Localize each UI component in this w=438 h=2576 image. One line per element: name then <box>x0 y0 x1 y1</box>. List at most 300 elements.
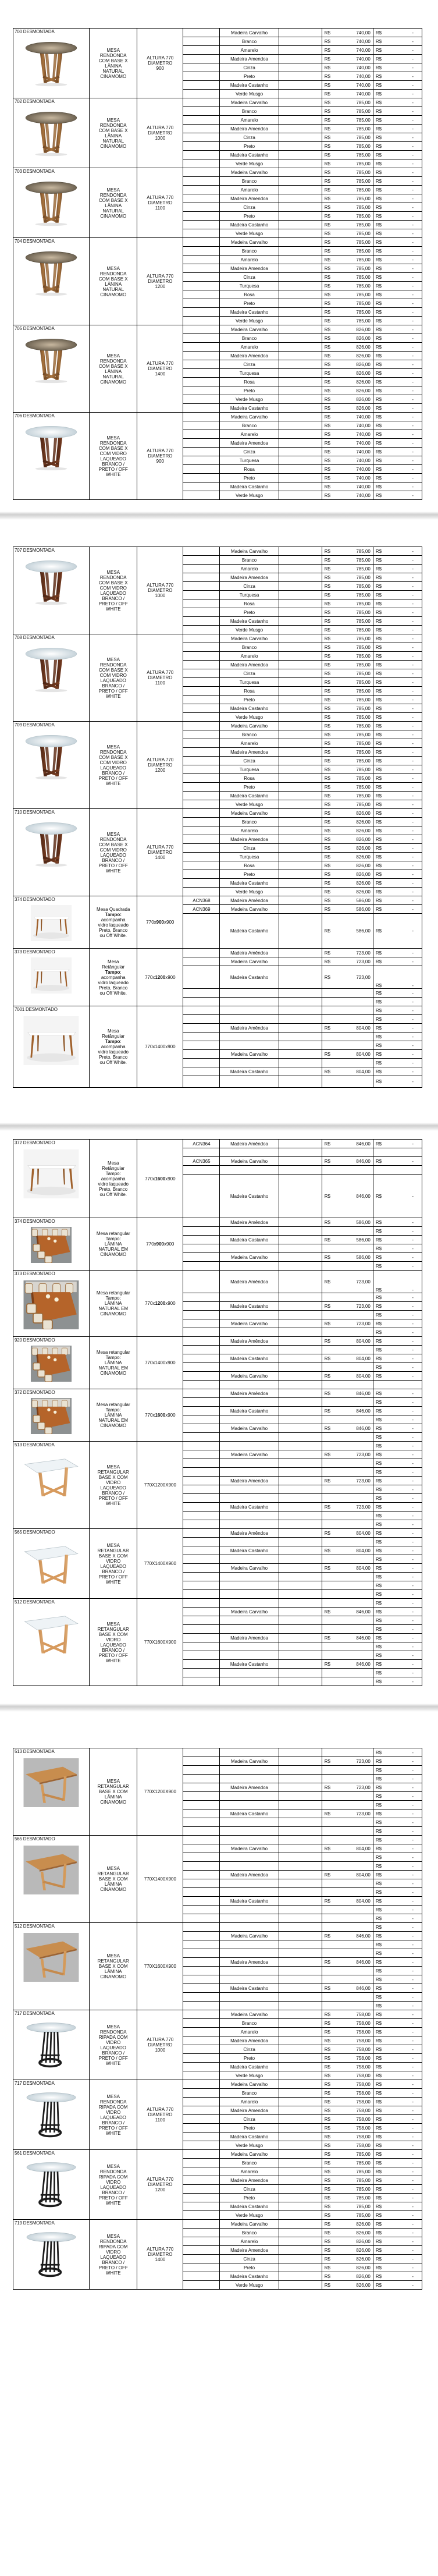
dimension-line: 1200 <box>155 768 166 773</box>
price-value: 740,00 <box>356 414 371 420</box>
reference-code <box>183 1059 220 1067</box>
currency-symbol: R$ <box>375 117 382 123</box>
price-value: 586,00 <box>356 906 371 912</box>
discount-cell <box>373 1748 422 1757</box>
reference-code <box>183 2211 220 2220</box>
currency-symbol: R$ <box>324 2064 330 2070</box>
blank-cell <box>279 2106 322 2115</box>
price-cell <box>322 1477 373 1485</box>
product-description <box>90 29 137 98</box>
price-cell <box>322 949 373 957</box>
discount-cell <box>373 800 422 809</box>
price-cell <box>322 896 373 905</box>
description-line: RIPADA COM <box>98 2034 128 2040</box>
description-line: LAQUEADO <box>100 765 126 771</box>
product-code: 565 DESMONTADO <box>15 1530 55 1535</box>
currency-symbol: R$ <box>375 2055 382 2061</box>
discount-value: - <box>412 1863 414 1869</box>
discount-cell <box>373 1984 422 1993</box>
discount-value: - <box>412 1007 414 1013</box>
finish-color: Turquesa <box>220 369 279 378</box>
discount-cell <box>373 1871 422 1879</box>
currency-symbol: R$ <box>375 327 382 332</box>
description-line: PRETO / OFF <box>98 688 128 694</box>
reference-code <box>183 1775 220 1783</box>
blank-cell <box>279 98 322 107</box>
blank-cell <box>279 1302 322 1311</box>
currency-symbol: R$ <box>375 740 382 746</box>
price-value: 785,00 <box>356 592 371 598</box>
product-code: 700 DESMONTADA <box>15 29 55 34</box>
price-cell <box>322 1006 373 1015</box>
price-cell <box>322 1262 373 1271</box>
currency-symbol: R$ <box>375 670 382 676</box>
currency-symbol: R$ <box>375 318 382 324</box>
product-code: 719 DESMONTADA <box>15 2220 55 2226</box>
currency-symbol: R$ <box>324 784 330 790</box>
dimension-line: 1100 <box>155 680 165 686</box>
discount-value: - <box>412 91 414 97</box>
page-4 <box>0 1712 438 2307</box>
finish-color: Preto <box>220 2054 279 2063</box>
currency-symbol: R$ <box>375 2134 382 2139</box>
price-cell <box>322 2229 373 2237</box>
reference-code <box>183 1175 220 1218</box>
reference-code <box>183 2133 220 2141</box>
currency-symbol: R$ <box>375 662 382 668</box>
finish-color: Madeira Amêndoa <box>220 1271 279 1293</box>
price-cell <box>322 1450 373 1459</box>
description-line: RIPADA COM <box>98 2244 128 2249</box>
dimension-line: ALTURA 770 <box>147 2177 174 2182</box>
price-cell <box>322 55 373 63</box>
description-line: VIDRO <box>106 1637 121 1642</box>
currency-symbol: R$ <box>375 1582 382 1588</box>
currency-symbol: R$ <box>324 1237 330 1243</box>
finish-color: Verde Musgo <box>220 2281 279 2290</box>
reference-code <box>183 853 220 861</box>
currency-symbol: R$ <box>324 2134 330 2139</box>
finish-color: Rosa <box>220 861 279 870</box>
reference-code <box>183 1450 220 1459</box>
price-value: 785,00 <box>356 196 371 201</box>
price-value: 785,00 <box>356 618 371 624</box>
finish-color: Madeira Amendoa <box>220 352 279 360</box>
currency-symbol: R$ <box>324 950 330 956</box>
price-cell <box>322 748 373 757</box>
price-cell <box>322 844 373 853</box>
blank-cell <box>279 1897 322 1906</box>
reference-code <box>183 238 220 247</box>
currency-symbol: R$ <box>324 906 330 912</box>
finish-color: Madeira Castanho <box>220 1546 279 1555</box>
blank-cell <box>279 360 322 369</box>
finish-color: Branco <box>220 2159 279 2167</box>
price-cell <box>322 2054 373 2063</box>
reference-code <box>183 343 220 352</box>
price-cell <box>322 1494 373 1503</box>
currency-symbol: R$ <box>324 705 330 711</box>
finish-color: Madeira Carvalho <box>220 1372 279 1381</box>
reference-code <box>183 1748 220 1757</box>
currency-symbol: R$ <box>375 854 382 860</box>
reference-code <box>183 465 220 474</box>
price-cell <box>322 439 373 448</box>
reference-code <box>183 914 220 949</box>
currency-symbol: R$ <box>375 1854 382 1860</box>
discount-value: - <box>412 1652 414 1658</box>
price-cell <box>322 2220 373 2229</box>
finish-color: Branco <box>220 107 279 116</box>
discount-value: - <box>412 828 414 833</box>
price-cell <box>322 2098 373 2106</box>
reference-code <box>183 835 220 844</box>
finish-color: Madeira Amendoa <box>220 2106 279 2115</box>
rect-table-white-top-x-base-image <box>21 1452 81 1500</box>
price-cell <box>322 2281 373 2290</box>
discount-cell <box>373 116 422 125</box>
description-line: BRANCO / <box>102 1490 125 1496</box>
blank-cell <box>279 2220 322 2229</box>
rect-table-white-top-wood-legs-image <box>21 905 81 941</box>
currency-symbol: R$ <box>324 566 330 572</box>
currency-symbol: R$ <box>375 230 382 236</box>
currency-symbol: R$ <box>375 863 382 868</box>
blank-cell <box>279 1485 322 1494</box>
price-value: 740,00 <box>356 492 371 498</box>
currency-symbol: R$ <box>324 1390 330 1396</box>
discount-value: - <box>412 889 414 895</box>
discount-value: - <box>412 1994 414 2000</box>
reference-code <box>183 713 220 722</box>
reference-code <box>183 2098 220 2106</box>
finish-color: Madeira Carvalho <box>220 1844 279 1853</box>
discount-value: - <box>412 1644 414 1649</box>
discount-value: - <box>412 30 414 36</box>
blank-cell <box>279 282 322 290</box>
currency-symbol: R$ <box>375 1539 382 1545</box>
blank-cell <box>279 2141 322 2150</box>
discount-cell <box>373 177 422 186</box>
page-bottom-margin <box>0 1686 438 1704</box>
currency-symbol: R$ <box>375 1880 382 1886</box>
currency-symbol: R$ <box>324 1548 330 1553</box>
product-code: 374 DESMONTADO <box>15 897 55 902</box>
price-value: 785,00 <box>356 557 371 563</box>
finish-color: Rosa <box>220 378 279 386</box>
reference-code <box>183 765 220 774</box>
discount-cell <box>373 430 422 439</box>
product-cell <box>13 2080 90 2150</box>
discount-value: - <box>412 1811 414 1816</box>
blank-cell <box>279 853 322 861</box>
discount-cell <box>373 1293 422 1302</box>
description-line: NATURAL EM <box>98 1247 129 1252</box>
finish-color: Verde Musgo <box>220 395 279 404</box>
dimension-width: x900 <box>165 1176 176 1181</box>
reference-code <box>183 334 220 343</box>
finish-color: Madeira Carvalho <box>220 238 279 247</box>
reference-code <box>183 844 220 853</box>
discount-cell <box>373 159 422 168</box>
price-value: 785,00 <box>356 801 371 807</box>
description-line: MESA <box>106 831 120 837</box>
price-value: 723,00 <box>356 959 371 964</box>
description-line: BRANCO / <box>102 1647 125 1653</box>
page-separator <box>0 1123 438 1131</box>
product-description <box>90 1923 137 2010</box>
price-value: 785,00 <box>356 161 371 166</box>
blank-cell <box>279 861 322 870</box>
currency-symbol: R$ <box>324 2238 330 2244</box>
currency-symbol: R$ <box>324 2221 330 2227</box>
product-code: 565 DESMONTADO <box>15 1836 55 1841</box>
currency-symbol: R$ <box>324 239 330 245</box>
product-dimensions <box>137 1006 183 1088</box>
reference-code <box>183 1651 220 1660</box>
price-value: 740,00 <box>356 484 371 489</box>
blank-cell <box>279 1634 322 1642</box>
discount-value: - <box>412 1158 414 1164</box>
discount-value: - <box>412 1609 414 1615</box>
price-value: 846,00 <box>356 1933 371 1939</box>
description-line: RIPADA COM <box>98 2104 128 2110</box>
round-table-white-top-slatted-base-image <box>21 2090 81 2139</box>
page-bottom-margin <box>0 1088 438 1123</box>
price-value: 740,00 <box>356 73 371 79</box>
finish-color: Amarelo <box>220 826 279 835</box>
dimension-line: ALTURA 770 <box>147 448 174 453</box>
discount-value: - <box>412 1237 414 1243</box>
blank-cell <box>279 1836 322 1844</box>
discount-value: - <box>412 1486 414 1492</box>
price-value: 804,00 <box>356 1872 371 1878</box>
blank-cell <box>279 2263 322 2272</box>
table-row <box>13 1599 422 1608</box>
blank-cell <box>279 264 322 273</box>
discount-value: - <box>412 1872 414 1878</box>
description-line: LÂMINA <box>104 1360 122 1365</box>
currency-symbol: R$ <box>324 2046 330 2052</box>
discount-value: - <box>412 405 414 411</box>
price-value: 723,00 <box>356 1452 371 1457</box>
product-description <box>90 949 137 1006</box>
description-line: ou Off White. <box>99 990 127 996</box>
reference-code <box>183 1599 220 1608</box>
price-value: 586,00 <box>356 928 371 934</box>
blank-cell <box>279 704 322 713</box>
currency-symbol: R$ <box>324 574 330 580</box>
finish-color: Madeira Castanho <box>220 1067 279 1076</box>
finish-color: Madeira Carvalho <box>220 722 279 730</box>
description-line: PRETO / OFF <box>98 2265 128 2270</box>
currency-symbol: R$ <box>324 2177 330 2183</box>
discount-cell <box>373 2010 422 2019</box>
price-table <box>13 28 422 500</box>
discount-cell <box>373 386 422 395</box>
product-code: 705 DESMONTADA <box>15 326 55 331</box>
reference-code <box>183 81 220 90</box>
currency-symbol: R$ <box>375 2090 382 2096</box>
product-code: 920 DESMONTADO <box>15 1337 55 1343</box>
price-value: 785,00 <box>356 169 371 175</box>
finish-color: Verde Musgo <box>220 2211 279 2220</box>
blank-cell <box>279 46 322 55</box>
price-value: 785,00 <box>356 636 371 641</box>
description-line: NATURAL <box>102 208 124 214</box>
currency-symbol: R$ <box>375 492 382 498</box>
currency-symbol: R$ <box>324 2273 330 2279</box>
discount-value: - <box>412 880 414 886</box>
currency-symbol: R$ <box>375 309 382 315</box>
currency-symbol: R$ <box>375 2282 382 2288</box>
currency-symbol: R$ <box>324 126 330 132</box>
price-value: 758,00 <box>356 2073 371 2078</box>
dimension-width: x900 <box>165 1301 176 1306</box>
reference-code <box>183 1538 220 1546</box>
currency-symbol: R$ <box>375 1600 382 1606</box>
reference-code <box>183 2063 220 2071</box>
discount-cell <box>373 565 422 573</box>
blank-cell <box>279 765 322 774</box>
product-description <box>90 547 137 634</box>
finish-color: Verde Musgo <box>220 2141 279 2150</box>
blank-cell <box>279 238 322 247</box>
reference-code <box>183 722 220 730</box>
currency-symbol: R$ <box>375 1521 382 1527</box>
blank-cell <box>279 1801 322 1809</box>
discount-cell <box>373 1520 422 1529</box>
currency-symbol: R$ <box>375 292 382 297</box>
price-cell <box>322 853 373 861</box>
price-cell <box>322 1363 373 1372</box>
price-value: 758,00 <box>356 2029 371 2035</box>
discount-cell <box>373 465 422 474</box>
reference-code <box>183 1050 220 1059</box>
dimension-line: ALTURA 770 <box>147 195 174 200</box>
dimension-length: 900 <box>156 1241 165 1247</box>
currency-symbol: R$ <box>375 1924 382 1930</box>
blank-cell <box>279 1381 322 1389</box>
price-cell <box>322 186 373 194</box>
price-cell <box>322 317 373 325</box>
price-cell <box>322 448 373 456</box>
currency-symbol: R$ <box>375 1828 382 1834</box>
price-value: 785,00 <box>356 583 371 589</box>
currency-symbol: R$ <box>375 1042 382 1048</box>
description-line: BRANCO / <box>102 770 125 776</box>
currency-symbol: R$ <box>324 679 330 685</box>
price-value: 826,00 <box>356 871 371 877</box>
discount-cell <box>373 1590 422 1599</box>
reference-code <box>183 456 220 465</box>
currency-symbol: R$ <box>324 880 330 886</box>
price-cell <box>322 1783 373 1792</box>
discount-value: - <box>412 361 414 367</box>
blank-cell <box>279 1015 322 1024</box>
product-description <box>90 325 137 413</box>
discount-value: - <box>412 265 414 271</box>
description-line: LÂMINA <box>104 1241 122 1247</box>
price-value: 785,00 <box>356 2151 371 2157</box>
price-cell <box>322 413 373 421</box>
price-cell <box>322 430 373 439</box>
finish-color <box>220 1906 279 1914</box>
currency-symbol: R$ <box>324 257 330 262</box>
description-line: MESA <box>106 265 120 271</box>
product-cell <box>13 1271 90 1337</box>
blank-cell <box>279 2063 322 2071</box>
reference-code <box>183 317 220 325</box>
price-value: 758,00 <box>356 2081 371 2087</box>
page-3 <box>0 1131 438 1704</box>
reference-code <box>183 2185 220 2194</box>
discount-cell <box>373 1041 422 1050</box>
reference-code <box>183 1424 220 1433</box>
currency-symbol: R$ <box>375 152 382 158</box>
price-cell <box>322 661 373 669</box>
reference-code <box>183 290 220 299</box>
reference-code <box>183 159 220 168</box>
reference-code <box>183 2220 220 2229</box>
finish-color: Madeira Castanho <box>220 617 279 626</box>
blank-cell <box>279 1766 322 1775</box>
product-cell <box>13 634 90 722</box>
reference-code <box>183 1485 220 1494</box>
reference-code <box>183 1415 220 1424</box>
price-cell <box>322 1398 373 1407</box>
product-cell <box>13 29 90 98</box>
discount-cell <box>373 395 422 404</box>
reference-code <box>183 125 220 133</box>
discount-cell <box>373 2246 422 2255</box>
dimension-line: DIAMETRO <box>148 130 173 136</box>
finish-color: Madeira Amendoa <box>220 2176 279 2185</box>
currency-symbol: R$ <box>324 1025 330 1031</box>
reference-code <box>183 2167 220 2176</box>
blank-cell <box>279 1949 322 1958</box>
discount-cell <box>373 1642 422 1651</box>
finish-color: Preto <box>220 870 279 879</box>
table-row <box>13 1389 422 1398</box>
discount-value: - <box>412 1034 414 1039</box>
price-value: 758,00 <box>356 2116 371 2122</box>
currency-symbol: R$ <box>375 405 382 411</box>
product-cell <box>13 1836 90 1923</box>
currency-symbol: R$ <box>375 265 382 271</box>
price-cell <box>322 1024 373 1032</box>
reference-code <box>183 966 220 989</box>
description-line: WHITE <box>105 868 121 874</box>
discount-value: - <box>412 431 414 437</box>
discount-value: - <box>412 1679 414 1684</box>
discount-cell <box>373 37 422 46</box>
price-value: 785,00 <box>356 222 371 228</box>
dimension-line: DIAMETRO <box>148 61 173 66</box>
currency-symbol: R$ <box>324 248 330 254</box>
discount-value: - <box>412 2169 414 2174</box>
description-line: PRETO / OFF <box>98 2125 128 2131</box>
price-value: 785,00 <box>356 126 371 132</box>
price-cell <box>322 1984 373 1993</box>
price-value: 826,00 <box>356 2265 371 2270</box>
finish-color: Madeira Carvalho <box>220 1424 279 1433</box>
price-cell <box>322 1660 373 1669</box>
currency-symbol: R$ <box>324 344 330 350</box>
price-value: 723,00 <box>356 1279 371 1285</box>
price-cell <box>322 1757 373 1766</box>
price-value: 826,00 <box>356 2221 371 2227</box>
